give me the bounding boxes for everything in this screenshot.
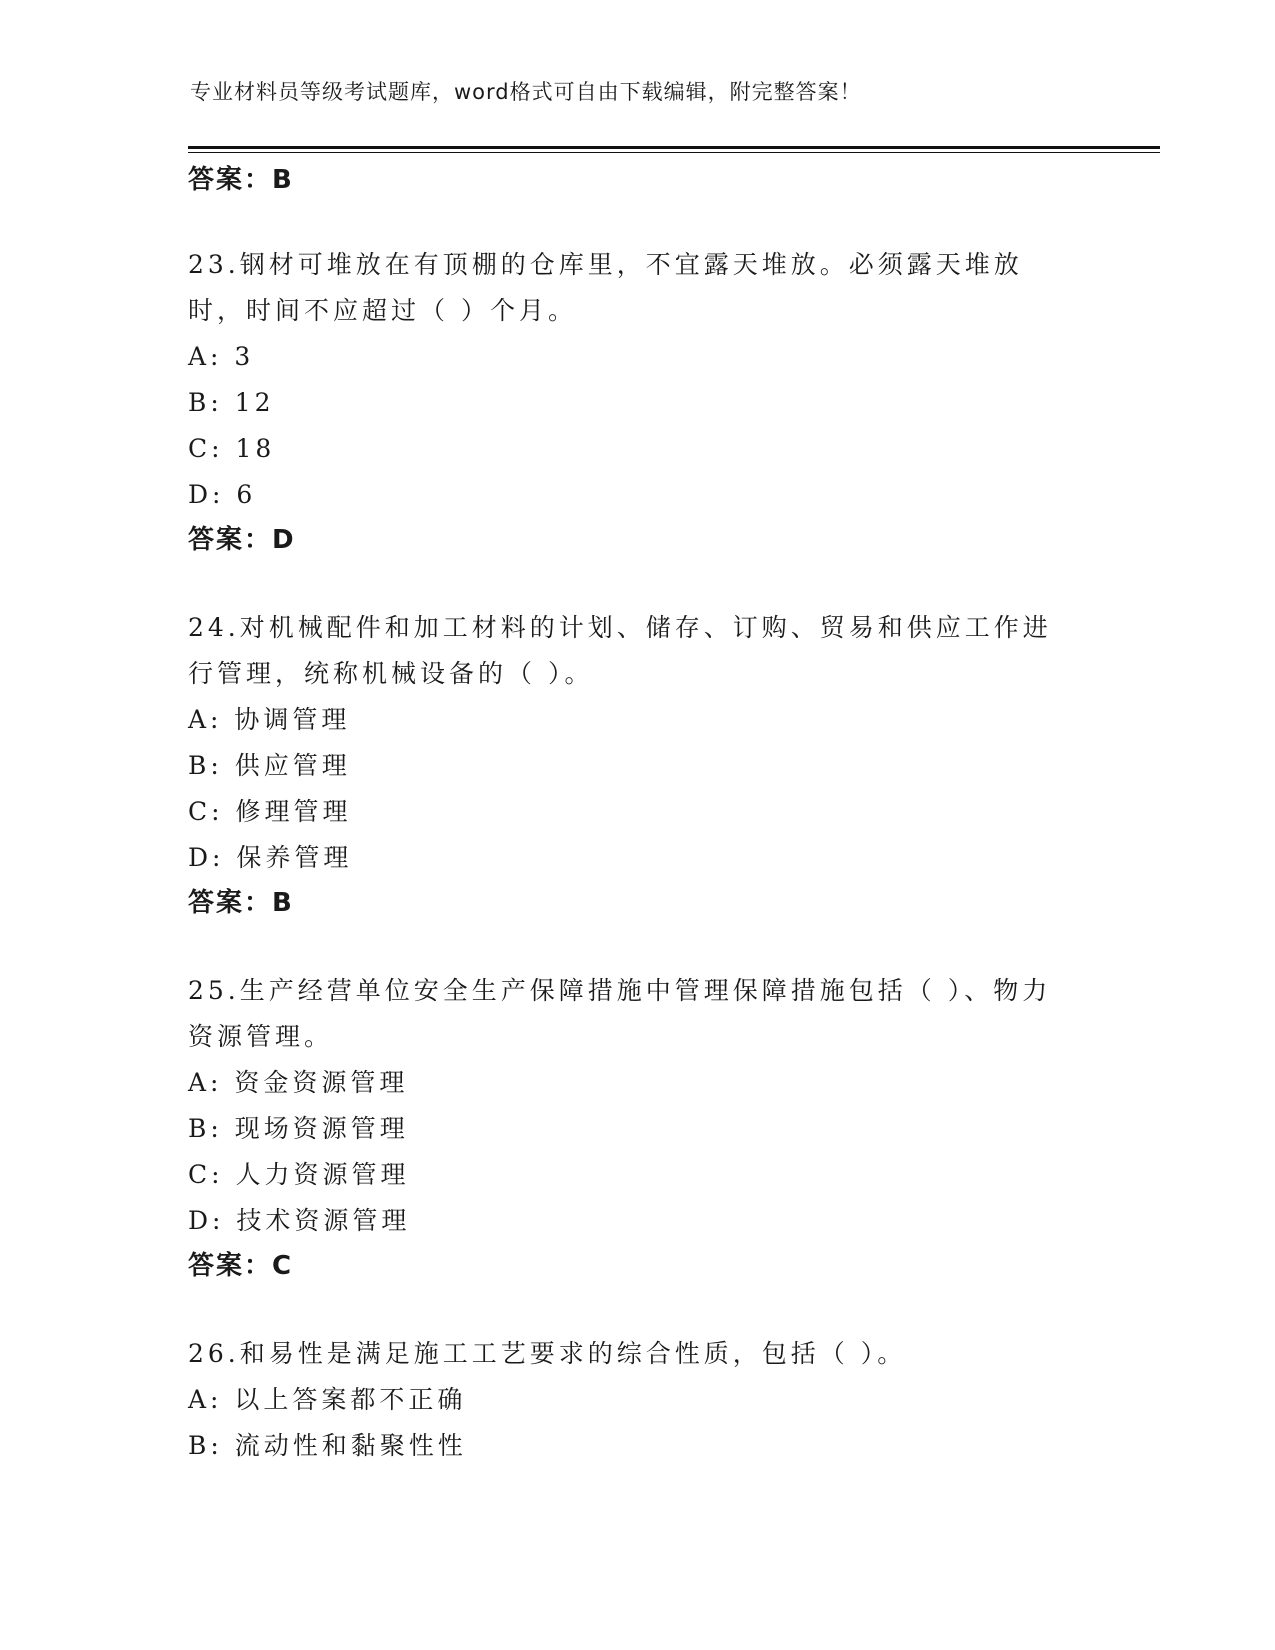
page-header: 专业材料员等级考试题库，word格式可自由下载编辑，附完整答案！ bbox=[190, 80, 862, 104]
question-block bbox=[188, 1331, 1088, 1469]
option-c: C: 人力资源管理 bbox=[188, 1160, 410, 1189]
header-divider-thin bbox=[188, 152, 1160, 153]
answer-line: 答案：B bbox=[188, 165, 294, 195]
question-text: 25.生产经营单位安全生产保障措施中管理保障措施包括（ ）、物力资源管理。 bbox=[188, 976, 1052, 1051]
question-content bbox=[188, 158, 1088, 1512]
option-a: A: 协调管理 bbox=[188, 705, 351, 734]
question-block bbox=[188, 242, 1088, 562]
question-block bbox=[188, 605, 1088, 925]
option-b: B: 现场资源管理 bbox=[188, 1114, 409, 1143]
option-c: C: 修理管理 bbox=[188, 797, 352, 826]
option-b: B: 流动性和黏聚性性 bbox=[188, 1431, 467, 1460]
option-d: D: 6 bbox=[188, 480, 257, 509]
option-b: B: 12 bbox=[188, 388, 275, 417]
option-b: B: 供应管理 bbox=[188, 751, 351, 780]
question-block bbox=[188, 968, 1088, 1288]
answer-line: 答案：D bbox=[188, 525, 296, 555]
option-a: A: 3 bbox=[188, 342, 255, 371]
option-d: D: 保养管理 bbox=[188, 843, 353, 872]
option-c: C: 18 bbox=[188, 434, 276, 463]
answer-line: 答案：B bbox=[188, 888, 294, 918]
option-a: A: 以上答案都不正确 bbox=[188, 1385, 467, 1414]
header-divider-thick bbox=[188, 146, 1160, 149]
question-text: 26.和易性是满足施工工艺要求的综合性质，包括（ ）。 bbox=[188, 1339, 907, 1368]
option-a: A: 资金资源管理 bbox=[188, 1068, 409, 1097]
option-d: D: 技术资源管理 bbox=[188, 1206, 411, 1235]
question-text: 23.钢材可堆放在有顶棚的仓库里，不宜露天堆放。必须露天堆放时，时间不应超过（ ）个月。 bbox=[188, 250, 1023, 325]
question-text: 24.对机械配件和加工材料的计划、储存、订购、贸易和供应工作进行管理，统称机械设备的（ ）。 bbox=[188, 613, 1052, 688]
answer-line: 答案：C bbox=[188, 1251, 294, 1281]
